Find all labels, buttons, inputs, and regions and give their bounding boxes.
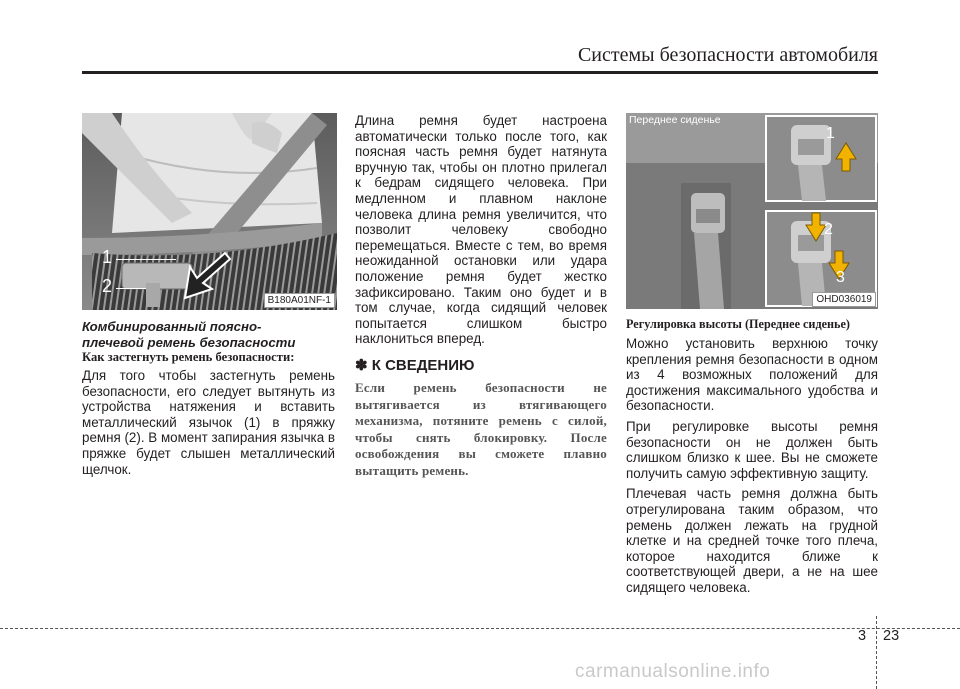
note-heading bbox=[355, 356, 475, 374]
callout-number-3: 3 bbox=[836, 269, 845, 286]
callout-number-2: 2 bbox=[824, 221, 833, 238]
photo-code-label: OHD036019 bbox=[812, 292, 876, 307]
height-adjust-subheading: Регулировка высоты (Переднее сиденье) bbox=[626, 317, 850, 331]
fasten-subheading: Как застегнуть ремень безопасности: bbox=[82, 350, 295, 364]
footer-page-divider bbox=[876, 616, 877, 689]
watermark: carmanualsonline.info bbox=[575, 661, 771, 682]
height-adjust-paragraph-1: Можно установить верхнюю точку крепления ремня безопасности в одном из 4 возможных положений для достижения максимального удобства и безопасности. bbox=[626, 336, 878, 414]
footer-dashed-rule bbox=[0, 628, 960, 629]
fasten-instructions: Для того чтобы застегнуть ремень безопасности, его следует вытянуть из устройства натяжения и вставить металлический язычок (1) в пряжку ремня (2). В момент запирания язычка в пряжке будет слышен металлический щелчок. bbox=[82, 368, 335, 477]
section-title: Системы безопасности автомобиля bbox=[577, 44, 878, 66]
seatbelt-buckle-photo bbox=[82, 113, 337, 310]
photo-caption-front-seat: Переднее сиденье bbox=[629, 114, 721, 126]
callout-line-2 bbox=[116, 288, 146, 289]
chapter-number: 3 bbox=[858, 628, 867, 644]
height-adjust-text bbox=[626, 336, 878, 601]
height-adjust-paragraph-2: При регулировке высоты ремня безопасности он не должен быть слишком близко к шее. Вы не сможете получить самую эффективную защиту. bbox=[626, 418, 878, 481]
height-adjust-paragraph-3: Плечевая часть ремня должна быть отрегулирована таким образом, что ремень должен лежать на грудной клетке и на средней точке того плеча, которое находится ближе к соответствующей двери, а не на шее сидящего человека. bbox=[626, 486, 878, 595]
header-rule bbox=[82, 71, 878, 74]
callout-number-1: 1 bbox=[826, 125, 835, 142]
page-number: 23 bbox=[883, 628, 900, 644]
callout-number-1: 1 bbox=[102, 247, 113, 267]
callout-line-1 bbox=[116, 259, 176, 260]
photo-code-label: B180A01NF-1 bbox=[264, 293, 335, 308]
seatbelt-heading: Комбинированный поясно-плечевой ремень безопасности bbox=[82, 319, 296, 350]
note-symbol-icon: ✽ bbox=[355, 357, 368, 374]
callout-number-2: 2 bbox=[102, 276, 113, 296]
seatbelt-buckle-illustration bbox=[82, 113, 337, 310]
height-adjust-photo bbox=[626, 113, 878, 309]
note-body: Если ремень безопасности не вытягивается из втягивающего механизма, потяните ремень с силой, чтобы снять блокировку. После освобождения вы сможете плавно вытащить ремень. bbox=[355, 380, 607, 478]
note-title: К СВЕДЕНИЮ bbox=[371, 357, 475, 374]
belt-length-paragraph: Длина ремня будет настроена автоматически только после того, как поясная часть ремня будет натянута вручную так, чтобы он плотно прилегал к бедрам сидящего человека. При медленном и плавном наклоне человека длина ремня увеличится, что позволит человеку свободно перемещаться. Вместе с тем, во время неожиданной остановки или удара положение ремня будет жестко зафиксировано. Таким оно будет и в том случае, когда сидящий человек попытается слишком быстро наклониться вперед. bbox=[355, 113, 607, 347]
